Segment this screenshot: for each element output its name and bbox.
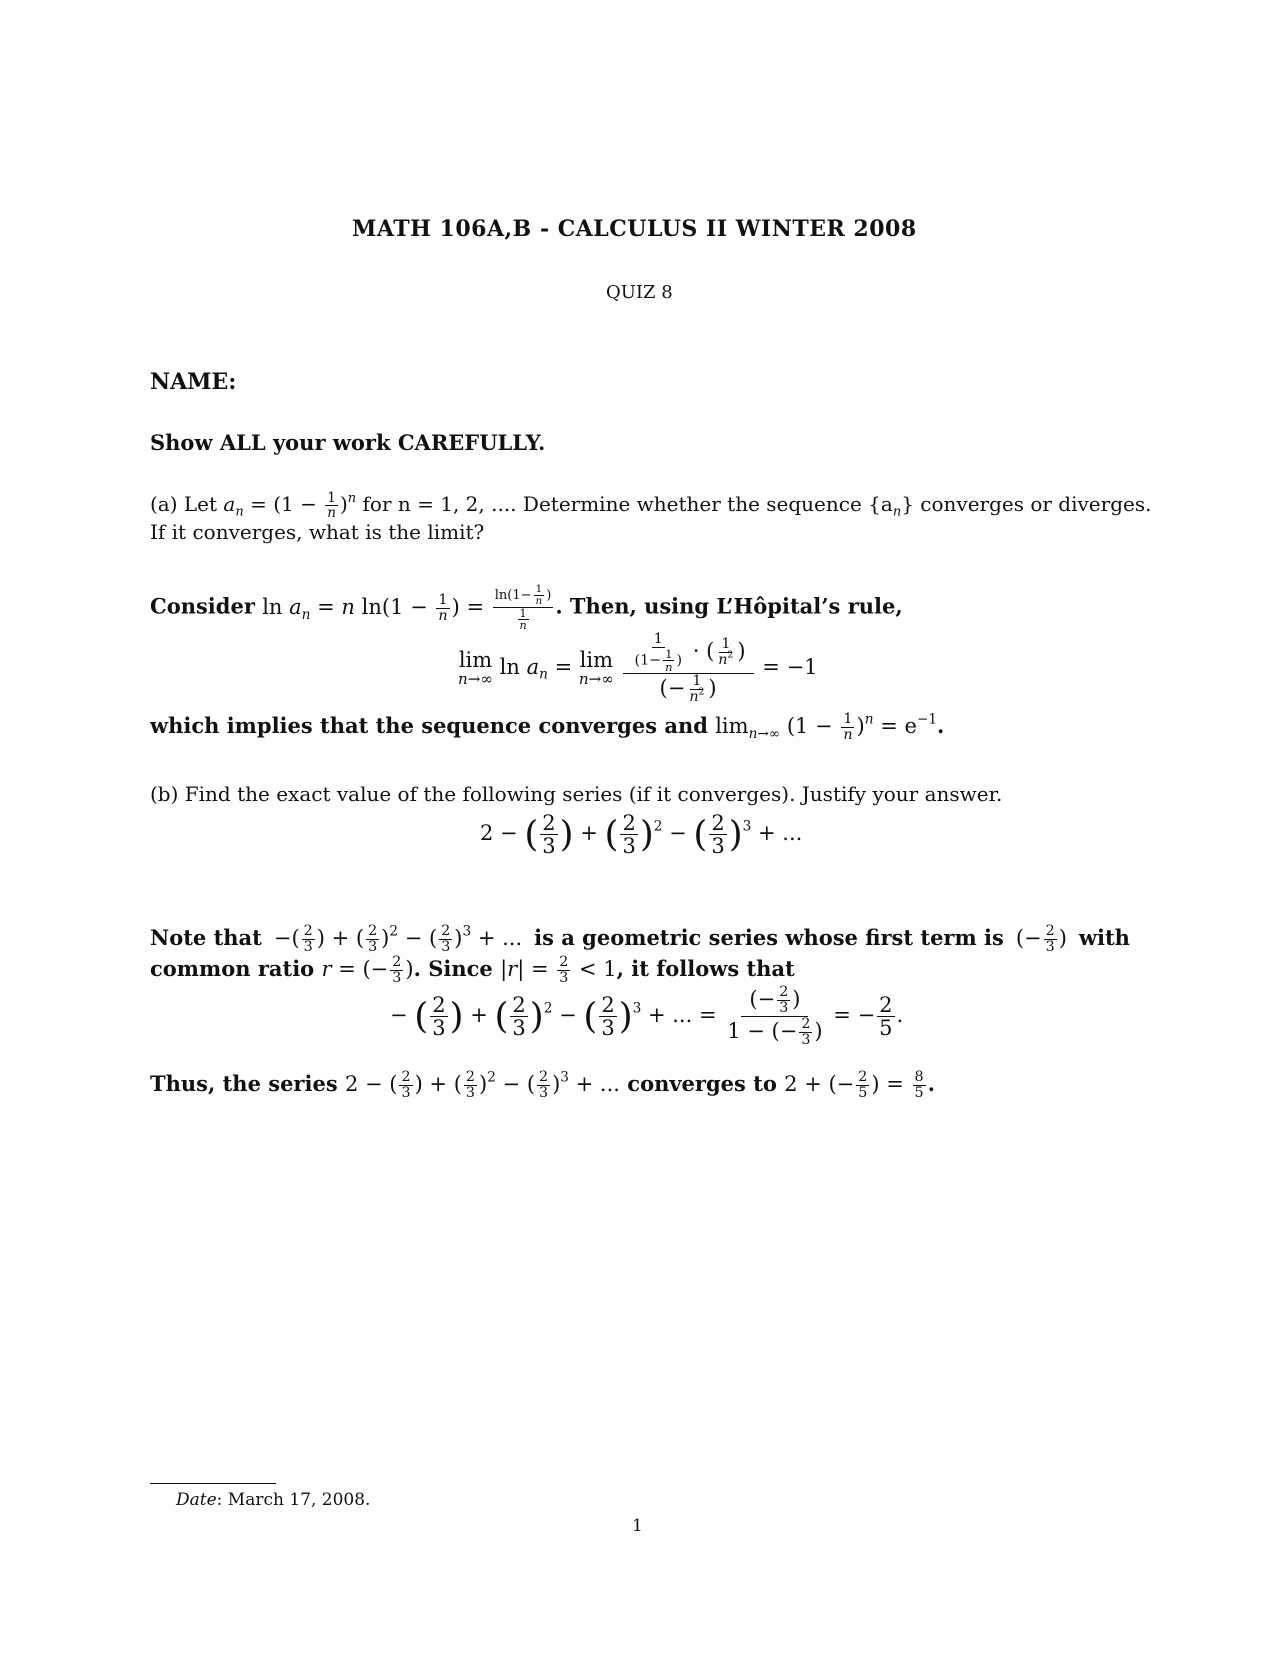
part-a-question: (a) Let $a_n = (1$ − $\frac{1}{n}$ )$^n$ for n = 1, 2, .... Determine whether the sequence $\{a_n\}$ converges or diverges. [150,489,1152,521]
footnote-rule [150,1483,276,1484]
lhopital-limit-equation: lim n→∞ $\ln a_n$ = lim n→∞ 1 (1− $\frac{1}{n}$ ) · ( $\frac{1}{n^2}$ ) (− $\frac{1}{n^2}$ ) = −1 [458,631,818,705]
page-number: 1 [632,1516,643,1536]
name-label: NAME: [150,369,237,395]
part-a-solution-line1: Consider $\ln a_n = n$ ln(1 − $\frac{1}{n}$ ) = ln(1− $\frac{1}{n}$ ) $\frac{1}{n}$ . Then, using L’Hôpital’s rule, [150,583,903,633]
footnote-date: Date: March 17, 2008. [176,1490,371,1510]
instructions: Show ALL your work CAREFULLY. [150,430,546,455]
geometric-sum-equation: − ( $\frac{2}{3}$ ) + ( $\frac{2}{3}$ )$^2$ − ( $\frac{2}{3}$ )$^3$ + ... = (− $\frac{2}{3}$ ) 1 − (− $\frac{2}{3}$ ) = − $\frac{2}{5}$ . [390,984,904,1048]
series-display: 2 − ( $\frac{2}{3}$ ) + ( $\frac{2}{3}$ )$^2$ − ( $\frac{2}{3}$ )$^3$ + ... [480,811,803,859]
part-b-conclusion: Thus, the series 2 − ( $\frac{2}{3}$ ) + ( $\frac{2}{3}$ )$^2$ − ( $\frac{2}{3}$ )$^3$ + ... converges to 2 + (− $\frac{2}{5}$ ) = $\frac{8}{5}$ . [150,1069,935,1101]
part-b-solution-line1: Note that −( $\frac{2}{3}$ ) + ( $\frac{2}{3}$ )$^2$ − ( $\frac{2}{3}$ )$^3$ + ... is a geometric series whose first term is (− $\frac{2}{3}$ ) with [150,923,1130,955]
part-a-question-line2: If it converges, what is the limit? [150,520,485,544]
quiz-label: QUIZ 8 [606,282,673,303]
part-a-conclusion: which implies that the sequence converges and $\lim_{n\to\infty} (1$ − $\frac{1}{n}$ )$^n = e^{-1}$. [150,711,945,743]
part-b-solution-line2: common ratio r = (− $\frac{2}{3}$ ). Since |r| = $\frac{2}{3}$ < 1, it follows that [150,954,795,986]
page-title: MATH 106A,B - CALCULUS II WINTER 2008 [352,216,917,242]
part-b-question: (b) Find the exact value of the following series (if it converges). Justify your answer. [150,782,1003,806]
